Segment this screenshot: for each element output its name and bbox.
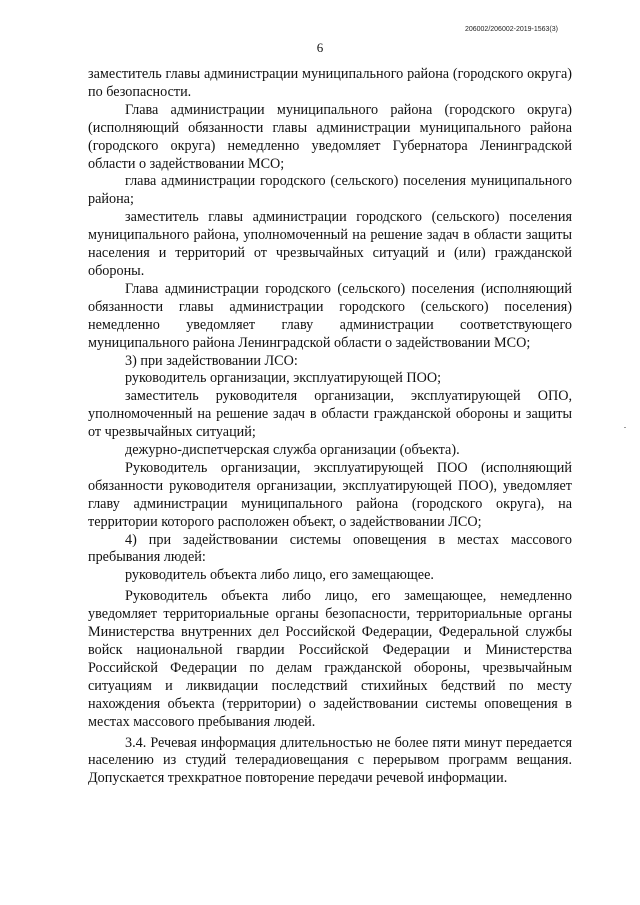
paragraph: руководитель организации, эксплуатирующей ПОО; xyxy=(125,370,442,387)
scan-mark xyxy=(624,427,626,428)
document-body xyxy=(88,66,572,788)
paragraph: Глава администрации городского (сельского) поселения (исполняющий обязанности главы администрации городского (сельского) поселения) немедленно уведомляет главу администрации соответствующего муниципального района Ленинградской области о задействовании МСО; xyxy=(88,280,572,351)
paragraph: глава администрации городского (сельского) поселения муниципального района; xyxy=(88,173,572,208)
paragraph: заместитель главы администрации городского (сельского) поселения муниципального района, уполномоченный на решение задач в области защиты населения и территорий от чрезвычайных ситуаций и (или) гражданской обороны. xyxy=(88,209,572,279)
paragraph: Глава администрации муниципального района (городского округа) (исполняющий обязанности главы администрации муниципального района (городского округа) немедленно уведомляет Губернатора Ленинградской области о задействовании МСО; xyxy=(88,101,572,172)
paragraph: 4) при задействовании системы оповещения в местах массового пребывания людей: xyxy=(88,531,572,566)
paragraph: заместитель руководителя организации, эксплуатирующей ОПО, уполномоченный на решение задач в области гражданской обороны и защиты от чрезвычайных ситуаций; xyxy=(88,388,572,441)
paragraph: дежурно-диспетчерская служба организации (объекта). xyxy=(125,442,460,459)
paragraph: Руководитель организации, эксплуатирующей ПОО (исполняющий обязанности руководителя организации, эксплуатирующей ПОО), уведомляет главу администрации муниципального района (городского округа), на территории которого расположен объект, о задействовании ЛСО; xyxy=(88,459,572,530)
paragraph: Руководитель объекта либо лицо, его замещающее, немедленно уведомляет территориальные органы безопасности, территориальные органы Министерства внутренних дел Российской Федерации, Федеральной службы войск национальной гвардии Российской Федерации и Министерства Российской Федерации по делам гражданской обороны, чрезвычайным ситуациям и ликвидации последствий стихийных бедствий по месту нахождения объекта (территории) о задействовании системы оповещения в местах массового пребывания людей. xyxy=(88,588,572,730)
document-id: 206002/206002-2019-1563(3) xyxy=(464,26,558,33)
paragraph: руководитель объекта либо лицо, его замещающее. xyxy=(125,567,434,584)
paragraph: заместитель главы администрации муниципального района (городского округа) по безопасности. xyxy=(88,66,572,100)
paragraph: 3.4. Речевая информация длительностью не более пяти минут передается населению из студий телерадиовещания с перерывом программ вещания. Допускается трехкратное повторение передачи речевой информации. xyxy=(88,734,572,787)
page-number: 6 xyxy=(316,40,324,55)
paragraph: 3) при задействовании ЛСО: xyxy=(125,352,298,369)
